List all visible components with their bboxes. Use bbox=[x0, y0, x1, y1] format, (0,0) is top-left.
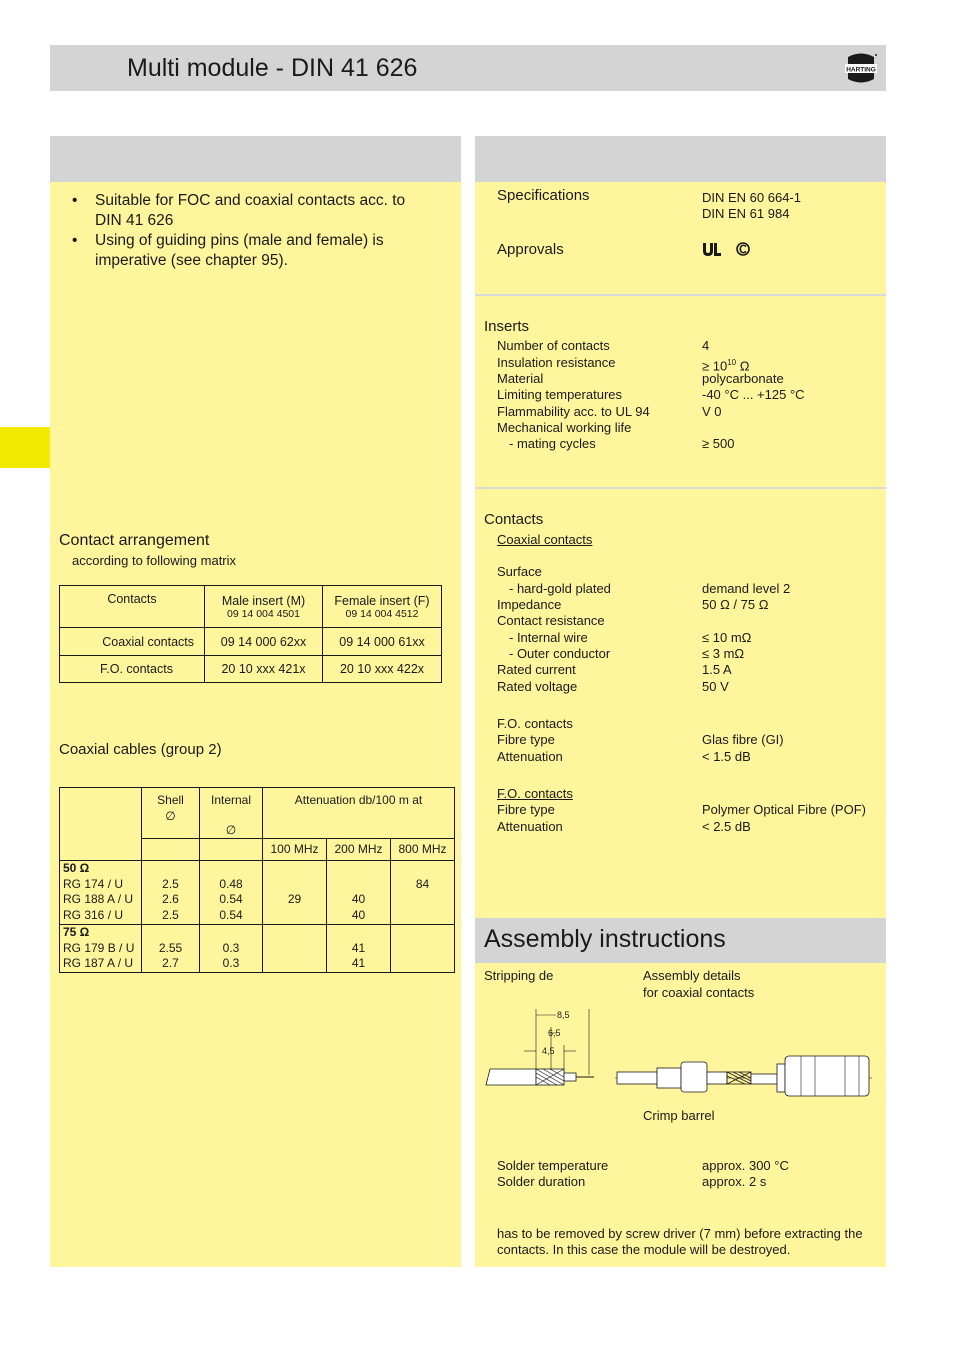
female-insert-label: Female insert (F) bbox=[334, 593, 430, 608]
blank-cell bbox=[263, 925, 327, 973]
atten-200-values bbox=[327, 925, 391, 973]
cable-type: RG 174 / U bbox=[63, 876, 124, 891]
contact-spec-value: ≤ 3 mΩ bbox=[702, 646, 745, 661]
specifications-label: Specifications bbox=[497, 187, 590, 204]
contact-arrangement-subtitle: according to following matrix bbox=[72, 553, 237, 568]
atten-value: 41 bbox=[351, 940, 366, 955]
dim-label: 8,5 bbox=[557, 1010, 570, 1020]
stripping-label: Stripping de bbox=[484, 968, 554, 983]
matrix-cell: 09 14 000 62xx bbox=[205, 628, 323, 656]
atten-value: 41 bbox=[351, 956, 366, 970]
female-insert-number: 09 14 004 4512 bbox=[345, 607, 419, 620]
matrix-header-male bbox=[205, 586, 323, 628]
freq-header: 100 MHz bbox=[263, 839, 327, 861]
assembly-details-label: for coaxial contacts bbox=[643, 985, 755, 1000]
dim-label: 6,5 bbox=[548, 1028, 561, 1038]
atten-100-values bbox=[263, 861, 327, 925]
shell-value: 2.55 bbox=[158, 940, 183, 955]
contact-spec-value: demand level 2 bbox=[702, 581, 791, 596]
diameter-icon: ∅ bbox=[225, 822, 237, 837]
solder-label: Solder duration bbox=[497, 1174, 586, 1189]
internal-value: 0.54 bbox=[219, 907, 243, 922]
solder-value: approx. 300 °C bbox=[702, 1158, 789, 1173]
assembly-details-label: Assembly details bbox=[643, 968, 741, 983]
cable-header-blank bbox=[60, 788, 142, 861]
shell-value: 2.7 bbox=[162, 956, 179, 970]
removal-note: contacts. In this case the module will be destroyed. bbox=[497, 1242, 791, 1257]
shell-value: 2.6 bbox=[162, 892, 179, 906]
insert-spec-label: Insulation resistance bbox=[497, 355, 616, 370]
cable-type: RG 179 B / U bbox=[63, 940, 135, 955]
blank-cell bbox=[142, 839, 200, 861]
section-divider bbox=[475, 487, 886, 489]
cable-types bbox=[60, 925, 142, 973]
internal-header bbox=[200, 788, 263, 839]
approvals-label: Approvals bbox=[497, 241, 564, 258]
coaxial-cables-table bbox=[59, 787, 455, 973]
left-panel bbox=[50, 182, 461, 1267]
matrix-header-female bbox=[323, 586, 442, 628]
specifications-value: DIN EN 61 984 bbox=[702, 206, 790, 221]
cable-type: RG 316 / U bbox=[63, 907, 124, 922]
insert-spec-value: ≥ $10^{10}$ Ω bbox=[702, 358, 750, 374]
atten-value: 29 bbox=[287, 892, 302, 906]
internal-value: 0.3 bbox=[222, 956, 240, 970]
fo-spec-label: Attenuation bbox=[497, 819, 563, 834]
contact-matrix-table bbox=[59, 585, 442, 683]
left-panel-header bbox=[50, 136, 461, 182]
contact-spec-label: Impedance bbox=[497, 597, 562, 612]
internal-values bbox=[200, 861, 263, 925]
fo-contacts-link[interactable]: F.O. contacts bbox=[497, 786, 573, 801]
table-row bbox=[60, 861, 455, 925]
atten-200-values bbox=[327, 861, 391, 925]
blank-cell bbox=[391, 925, 455, 973]
fo-spec-label: Attenuation bbox=[497, 749, 563, 764]
fo-spec-value: Glas fibre (GI) bbox=[702, 732, 784, 747]
contact-spec-label: Surface bbox=[497, 564, 542, 579]
right-panel-header bbox=[475, 136, 886, 182]
chapter-tab bbox=[0, 427, 50, 468]
contact-spec-label: - Outer conductor bbox=[509, 646, 611, 661]
insert-spec-value: ≥ 500 bbox=[702, 436, 735, 451]
insert-spec-value: V 0 bbox=[702, 404, 722, 419]
atten-800-values bbox=[391, 861, 455, 925]
impedance-group-label: 50 Ω bbox=[63, 861, 90, 875]
contact-spec-label: Contact resistance bbox=[497, 613, 605, 628]
cable-types bbox=[60, 861, 142, 925]
internal-values bbox=[200, 925, 263, 973]
impedance-group-label: 75 Ω bbox=[63, 925, 90, 939]
contact-spec-value: ≤ 10 mΩ bbox=[702, 630, 752, 645]
internal-value: 0.54 bbox=[219, 892, 243, 906]
insert-spec-label: Number of contacts bbox=[497, 338, 610, 353]
insert-spec-label: - mating cycles bbox=[509, 436, 596, 451]
shell-value: 2.5 bbox=[162, 876, 179, 891]
contact-spec-label: - hard-gold plated bbox=[509, 581, 611, 596]
section-divider bbox=[475, 294, 886, 296]
crimp-barrel-label: Crimp barrel bbox=[643, 1108, 715, 1123]
page-header bbox=[50, 45, 886, 91]
male-insert-label: Male insert (M) bbox=[221, 593, 306, 608]
fo-contacts-heading: F.O. contacts bbox=[497, 716, 573, 731]
logo-text: HARTING bbox=[846, 66, 876, 74]
removal-note: has to be removed by screw driver (7 mm) before extracting the bbox=[497, 1226, 863, 1241]
insert-spec-label: Flammability acc. to UL 94 bbox=[497, 404, 650, 419]
insert-spec-value: 4 bbox=[702, 338, 710, 353]
freq-header: 200 MHz bbox=[327, 839, 391, 861]
atten-value: 84 bbox=[415, 876, 430, 891]
matrix-header-contacts: Contacts bbox=[60, 586, 205, 628]
matrix-cell: F.O. contacts bbox=[60, 656, 205, 683]
csa-icon bbox=[736, 242, 750, 256]
cable-type: RG 187 A / U bbox=[63, 956, 134, 970]
fo-spec-value: Polymer Optical Fibre (POF) bbox=[702, 802, 866, 817]
insert-spec-value: -40 °C ... +125 °C bbox=[702, 387, 805, 402]
table-row bbox=[60, 656, 442, 683]
contact-arrangement-title: Contact arrangement bbox=[59, 532, 210, 549]
coaxial-contacts-link[interactable]: Coaxial contacts bbox=[497, 532, 593, 547]
contact-spec-value: 50 Ω / 75 Ω bbox=[702, 597, 769, 612]
internal-value: 0.48 bbox=[219, 876, 243, 891]
solder-label: Solder temperature bbox=[497, 1158, 609, 1173]
atten-value: 40 bbox=[351, 892, 366, 906]
insert-spec-value: polycarbonate bbox=[702, 371, 784, 386]
solder-value: approx. 2 s bbox=[702, 1174, 767, 1189]
atten-value: 40 bbox=[351, 907, 366, 922]
contact-spec-label: Rated voltage bbox=[497, 679, 578, 694]
fo-spec-label: Fibre type bbox=[497, 732, 555, 747]
table-row bbox=[60, 628, 442, 656]
contact-spec-value: 1.5 A bbox=[702, 662, 732, 677]
fo-spec-value: < 2.5 dB bbox=[702, 819, 751, 834]
feature-item: • Suitable for FOC and coaxial contacts acc. to DIN 41 626 bbox=[72, 191, 432, 231]
contacts-title: Contacts bbox=[484, 511, 544, 528]
contact-spec-value: 50 V bbox=[702, 679, 729, 694]
fo-spec-label: Fibre type bbox=[497, 802, 555, 817]
stripping-diagram bbox=[484, 1005, 596, 1093]
feature-item: • Using of guiding pins (male and female) is imperative (see chapter 95). bbox=[72, 231, 432, 271]
attenuation-header: Attenuation db/100 m at bbox=[263, 788, 455, 839]
ul-icon bbox=[702, 241, 722, 257]
fo-spec-value: < 1.5 dB bbox=[702, 749, 751, 764]
matrix-cell: 20 10 xxx 422x bbox=[323, 656, 442, 683]
shell-header bbox=[142, 788, 200, 839]
cable-type: RG 188 A / U bbox=[63, 892, 134, 906]
internal-header-label: Internal bbox=[210, 793, 252, 807]
page-title: Multi module - DIN 41 626 bbox=[127, 54, 418, 82]
coaxial-contact-diagram bbox=[615, 1050, 873, 1100]
male-insert-number: 09 14 004 4501 bbox=[227, 607, 300, 620]
shell-values bbox=[142, 925, 200, 973]
contact-spec-label: Rated current bbox=[497, 662, 576, 677]
feature-list bbox=[72, 191, 432, 271]
insert-spec-label: Mechanical working life bbox=[497, 420, 632, 435]
diameter-icon: ∅ bbox=[165, 808, 176, 823]
contact-spec-label: - Internal wire bbox=[509, 630, 588, 645]
freq-header: 800 MHz bbox=[391, 839, 455, 861]
internal-value: 0.3 bbox=[222, 940, 240, 955]
insert-spec-label: Limiting temperatures bbox=[497, 387, 622, 402]
matrix-cell: 20 10 xxx 421x bbox=[205, 656, 323, 683]
shell-value: 2.5 bbox=[162, 907, 179, 922]
coaxial-cables-title: Coaxial cables (group 2) bbox=[59, 741, 222, 758]
specifications-value: DIN EN 60 664-1 bbox=[702, 190, 801, 205]
dim-label: 4,5 bbox=[542, 1046, 555, 1056]
shell-values bbox=[142, 861, 200, 925]
blank-cell bbox=[200, 839, 263, 861]
inserts-title: Inserts bbox=[484, 318, 530, 335]
insert-spec-label: Material bbox=[497, 371, 544, 386]
harting-logo bbox=[842, 49, 880, 87]
matrix-cell: Coaxial contacts bbox=[60, 628, 205, 656]
shell-header-label: Shell bbox=[157, 793, 184, 807]
matrix-cell: 09 14 000 61xx bbox=[323, 628, 442, 656]
assembly-title: Assembly instructions bbox=[484, 925, 726, 953]
table-row bbox=[60, 925, 455, 973]
